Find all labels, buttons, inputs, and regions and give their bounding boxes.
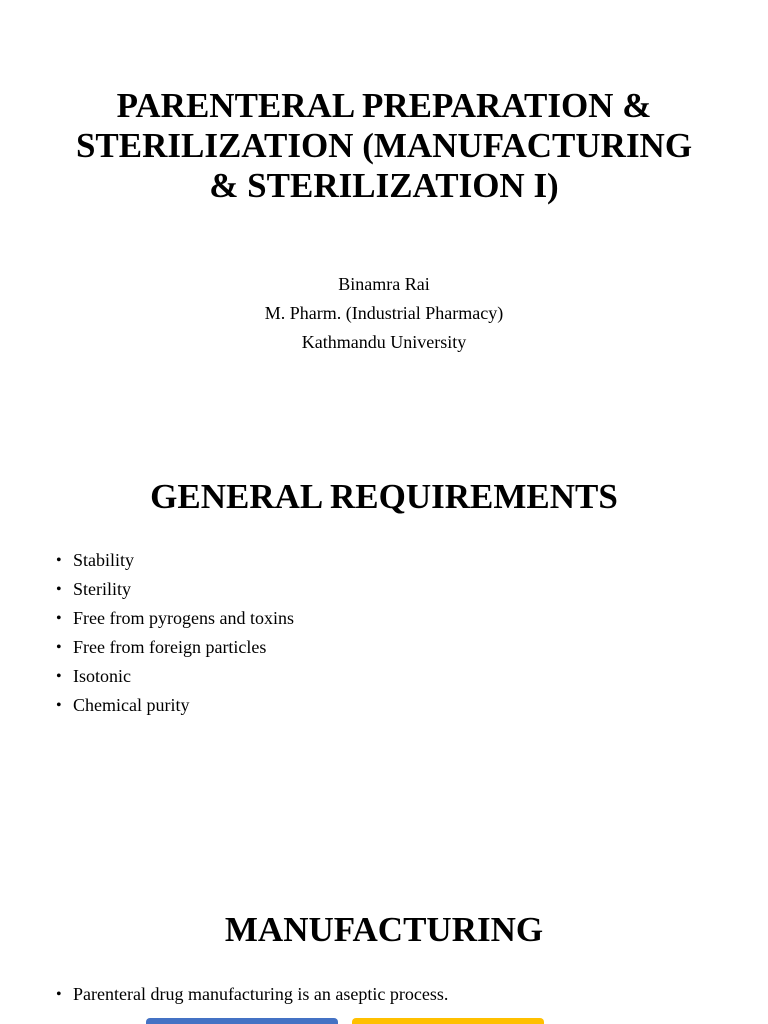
author-degree: M. Pharm. (Industrial Pharmacy)	[264, 303, 504, 323]
manufacturing-list	[56, 980, 448, 1009]
list-item-text: Chemical purity	[73, 695, 190, 715]
title-line: STERILIZATION (MANUFACTURING	[75, 126, 693, 165]
list-item-text: Isotonic	[73, 666, 131, 686]
author-block	[0, 270, 768, 357]
author-name: Binamra Rai	[338, 274, 430, 294]
bullet-icon: •	[56, 697, 62, 714]
blue-action-bar[interactable]	[146, 1018, 338, 1024]
title-line: & STERILIZATION I)	[209, 166, 559, 205]
list-item	[56, 633, 294, 662]
general-requirements-heading: GENERAL REQUIREMENTS	[150, 477, 618, 516]
bullet-icon: •	[56, 581, 62, 598]
general-requirements-list	[56, 546, 294, 720]
list-item	[56, 575, 294, 604]
list-item-text: Sterility	[73, 579, 131, 599]
bullet-icon: •	[56, 639, 62, 656]
list-item	[56, 662, 294, 691]
list-item-text: Free from foreign particles	[73, 637, 267, 657]
bullet-icon: •	[56, 552, 62, 569]
bullet-icon: •	[56, 986, 62, 1003]
list-item	[56, 604, 294, 633]
list-item	[56, 980, 448, 1009]
list-item-text: Free from pyrogens and toxins	[73, 608, 294, 628]
title-line: PARENTERAL PREPARATION &	[116, 86, 652, 125]
list-item-text: Parenteral drug manufacturing is an aseptic process.	[73, 984, 449, 1004]
bullet-icon: •	[56, 668, 62, 685]
bullet-icon: •	[56, 610, 62, 627]
slide-title	[0, 86, 768, 206]
list-item	[56, 546, 294, 575]
list-item	[56, 691, 294, 720]
manufacturing-heading: MANUFACTURING	[224, 910, 544, 949]
yellow-action-bar[interactable]	[352, 1018, 544, 1024]
author-institution: Kathmandu University	[301, 332, 467, 352]
list-item-text: Stability	[73, 550, 135, 570]
